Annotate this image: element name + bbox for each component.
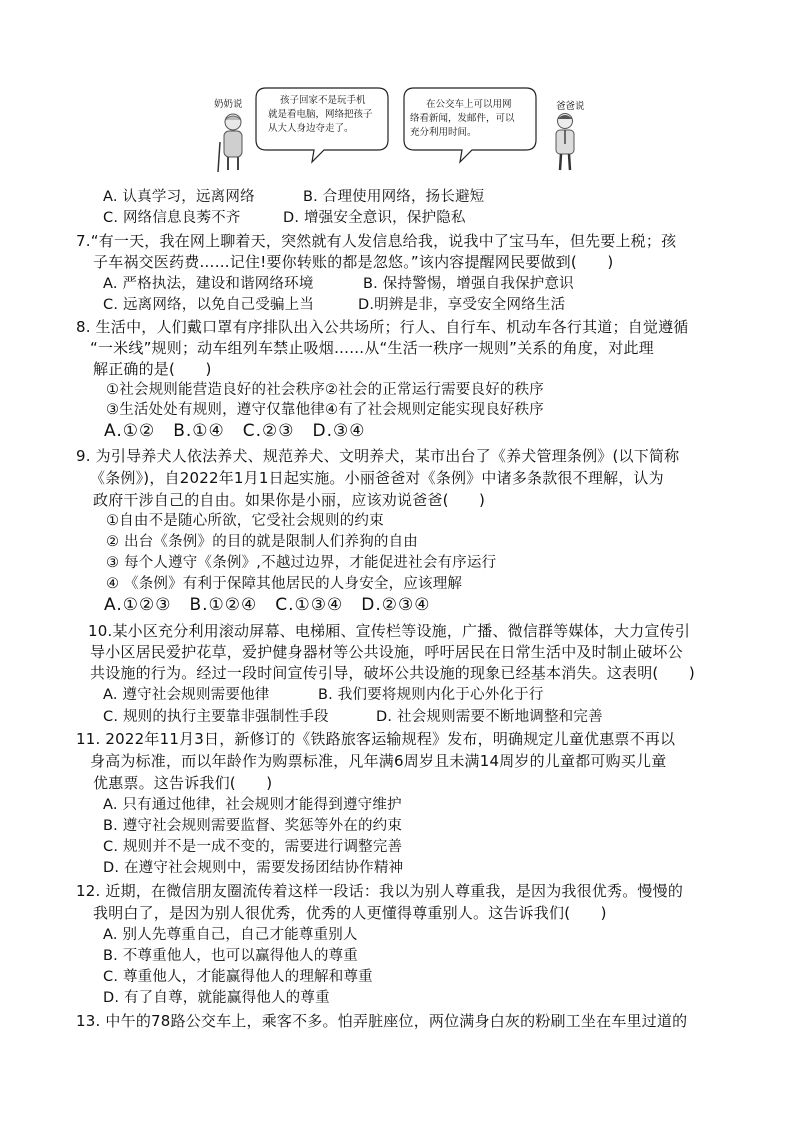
q9-stem-line-1: 9. 为引导养犬人依法养犬、规范养犬、文明养犬，某市出台了《养犬管理条例》(以下简称 xyxy=(76,447,680,465)
q13-stem-line-1: 13. 中午的78路公交车上，乘客不多。怕弄脏座位，两位满身白灰的粉刷工坐在车里过道的 xyxy=(76,1012,688,1030)
q11-stem-line-2: 身高为标准，而以年龄作为购票标准，凡年满6周岁且未满14周岁的儿童都可购买儿童 xyxy=(90,752,667,770)
q6-option-a: A. 认真学习，远离网络 xyxy=(103,189,255,205)
dad-speech-line: 络看新闻，发邮件，可以 xyxy=(410,113,515,124)
q12-option-a: A. 别人先尊重自己，自己才能尊重别人 xyxy=(103,927,358,943)
q6-option-b: B. 合理使用网络，扬长避短 xyxy=(303,189,485,205)
q8-stem-line-3: 解正确的是( ) xyxy=(93,360,212,378)
grandma-figure-icon xyxy=(216,112,250,174)
q7-option-c: C. 远离网络，以免自己受骗上当 xyxy=(103,297,315,313)
q12-stem-line-1: 12. 近期，在微信朋友圈流传着这样一段话：我以为别人尊重我，是因为我很优秀。慢慢的 xyxy=(76,882,684,900)
q10-option-d: D. 社会规则需要不断地调整和完善 xyxy=(376,709,603,725)
grandma-label: 奶奶说 xyxy=(214,99,243,110)
q9-statement-1: ①自由不是随心所欲，它受社会规则的约束 xyxy=(106,513,384,529)
q8-choices: A.①② B.①④ C.②③ D.③④ xyxy=(104,421,366,441)
q9-statement-2: ② 出台《条例》的目的就是限制人们养狗的自由 xyxy=(106,534,419,550)
q9-statement-4: ④ 《条例》有利于保障其他居民的人身安全，应该理解 xyxy=(106,576,463,592)
q8-statement-1: ①社会规则能营造良好的社会秩序②社会的正常运行需要良好的秩序 xyxy=(106,382,544,398)
q7-option-d: D.明辨是非，享受安全网络生活 xyxy=(358,297,566,313)
q12-option-b: B. 不尊重他人，也可以赢得他人的尊重 xyxy=(103,948,358,964)
q10-option-b: B. 我们要将规则内化于心外化于行 xyxy=(318,687,544,703)
q9-statement-3: ③ 每个人遵守《条例》,不越过边界，才能促进社会有序运行 xyxy=(106,555,497,571)
dad-speech-line: 充分利用时间。 xyxy=(410,127,477,138)
q11-stem-line-3: 优惠票。这告诉我们( ) xyxy=(93,774,273,792)
q11-option-c: C. 规则并不是一成不变的，需要进行调整完善 xyxy=(103,839,403,855)
q11-option-a: A. 只有通过他律，社会规则才能得到遵守维护 xyxy=(103,797,402,813)
q9-stem-line-3: 政府干涉自己的自由。如果你是小丽，应该劝说爸爸( ) xyxy=(93,491,486,509)
cartoon-illustration xyxy=(210,84,590,176)
grandma-speech-line: 孩子回家不是玩手机 xyxy=(280,95,366,106)
grandma-speech-line: 从大人身边夺走了。 xyxy=(268,123,354,134)
q9-stem-line-2: 《条例》)，自2022年1月1日起实施。小丽爸爸对《条例》中诸多条款很不理解，认为 xyxy=(90,469,664,487)
q8-statement-2: ③生活处处有规则，遵守仅靠他律④有了社会规则定能实现良好秩序 xyxy=(106,402,544,418)
q7-option-a: A. 严格执法，建设和谐网络环境 xyxy=(103,276,314,292)
dad-figure-icon xyxy=(548,112,582,174)
dad-label: 爸爸说 xyxy=(556,101,585,112)
q6-option-d: D. 增强安全意识，保护隐私 xyxy=(283,210,466,226)
q12-stem-line-2: 我明白了，是因为别人很优秀，优秀的人更懂得尊重别人。这告诉我们( ) xyxy=(93,904,607,922)
q11-option-d: D. 在遵守社会规则中，需要发扬团结协作精神 xyxy=(103,860,404,876)
q10-stem-line-2: 导小区居民爱护花草，爱护健身器材等公共设施，呼吁居民在日常生活中及时制止破坏公 xyxy=(90,643,683,661)
q12-option-d: D. 有了自尊，就能赢得他人的尊重 xyxy=(103,990,330,1006)
q11-option-b: B. 遵守社会规则需要监督、奖惩等外在的约束 xyxy=(103,818,403,834)
q8-stem-line-1: 8. 生活中，人们戴口罩有序排队出入公共场所；行人、自行车、机动车各行其道；自觉遵循 xyxy=(76,318,689,336)
q10-option-c: C. 规则的执行主要靠非强制性手段 xyxy=(103,709,329,725)
q9-choices: A.①②③ B.①②④ C.①③④ D.②③④ xyxy=(104,595,431,615)
q10-stem-line-1: 10.某小区充分利用滚动屏幕、电梯厢、宣传栏等设施，广播、微信群等媒体，大力宣传引 xyxy=(88,622,691,640)
grandma-speech-line: 就是看电脑，网络把孩子 xyxy=(268,109,373,120)
dad-speech-line: 在公交车上可以用网 xyxy=(426,99,512,110)
q10-option-a: A. 遵守社会规则需要他律 xyxy=(103,687,270,703)
q8-stem-line-2: “一米线”规则；动车组列车禁止吸烟……从“生活一秩序一规则”关系的角度，对此理 xyxy=(90,339,654,357)
q11-stem-line-1: 11. 2022年11月3日，新修订的《铁路旅客运输规程》发布，明确规定儿童优惠票不再以 xyxy=(76,730,676,748)
q10-stem-line-3: 共设施的行为。经过一段时间宣传引导，破坏公共设施的现象已经基本消失。这表明( ) xyxy=(90,664,695,682)
q12-option-c: C. 尊重他人，才能赢得他人的理解和尊重 xyxy=(103,969,373,985)
q7-option-b: B. 保持警惕，增强自我保护意识 xyxy=(363,276,574,292)
q6-option-c: C. 网络信息良莠不齐 xyxy=(103,210,241,226)
q7-stem-line-2: 子车祸交医药费……记住!要你转账的都是忽悠。”该内容提醒网民要做到( ) xyxy=(93,253,614,271)
q7-stem-line-1: 7.“有一天，我在网上聊着天，突然就有人发信息给我，说我中了宝马车，但先要上税；孩 xyxy=(76,232,677,250)
